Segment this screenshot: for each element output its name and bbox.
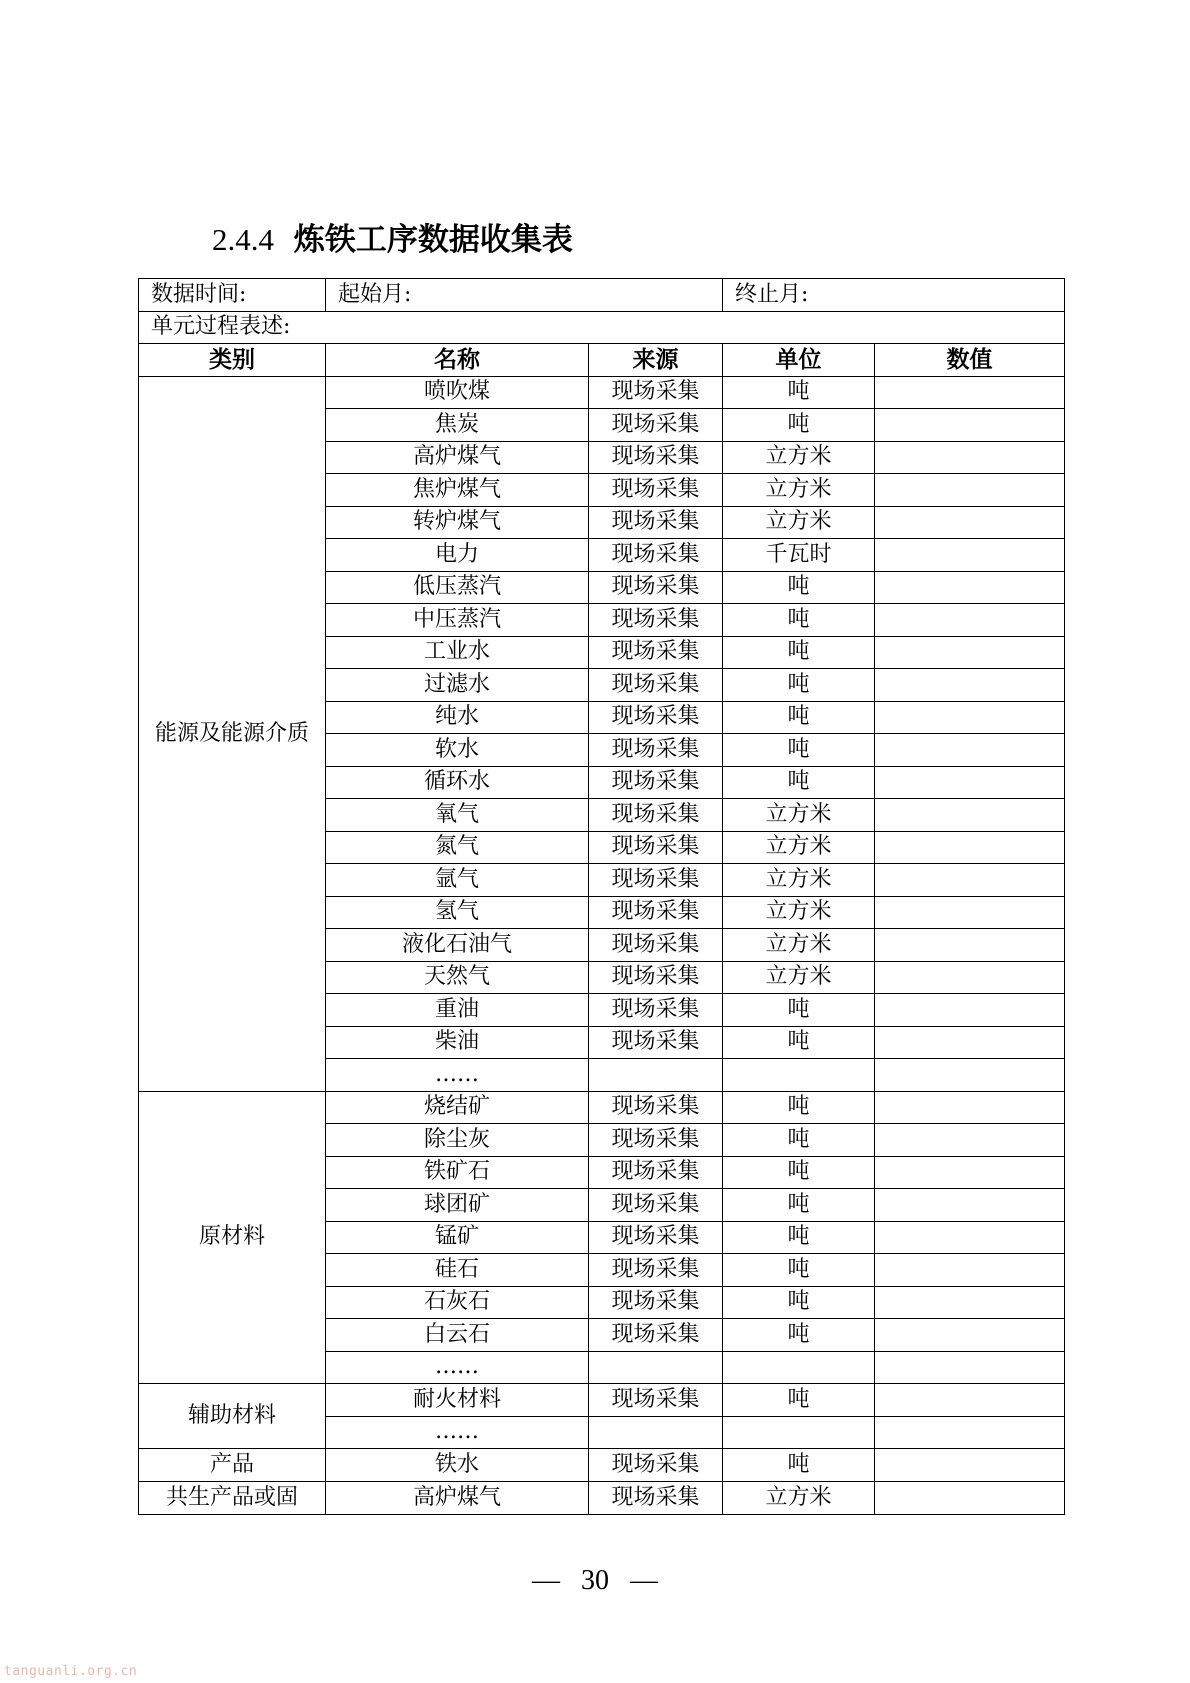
unit-cell — [723, 1351, 875, 1384]
source-cell: 现场采集 — [589, 1319, 723, 1352]
col-header-source: 来源 — [589, 344, 723, 377]
source-cell: 现场采集 — [589, 636, 723, 669]
unit-cell: 吨 — [723, 766, 875, 799]
unit-cell: 立方米 — [723, 474, 875, 507]
name-cell: 电力 — [326, 539, 589, 572]
value-cell[interactable] — [875, 929, 1065, 962]
unit-cell: 立方米 — [723, 506, 875, 539]
source-cell: 现场采集 — [589, 896, 723, 929]
value-cell[interactable] — [875, 1286, 1065, 1319]
value-cell[interactable] — [875, 1384, 1065, 1417]
unit-cell: 吨 — [723, 1286, 875, 1319]
name-cell: 耐火材料 — [326, 1384, 589, 1417]
col-header-value: 数值 — [875, 344, 1065, 377]
name-cell: 氢气 — [326, 896, 589, 929]
name-cell: 烧结矿 — [326, 1091, 589, 1124]
category-cell: 共生产品或固 — [139, 1482, 326, 1515]
source-cell: 现场采集 — [589, 766, 723, 799]
table-row — [139, 1091, 1065, 1124]
value-cell[interactable] — [875, 1189, 1065, 1222]
source-cell: 现场采集 — [589, 506, 723, 539]
unit-cell — [723, 1059, 875, 1092]
unit-cell: 吨 — [723, 571, 875, 604]
page-number: 30 — [581, 1565, 609, 1596]
section-title: 炼铁工序数据收集表 — [293, 222, 573, 258]
name-cell: 石灰石 — [326, 1286, 589, 1319]
source-cell: 现场采集 — [589, 409, 723, 442]
dash-left: — — [532, 1565, 560, 1596]
source-cell: 现场采集 — [589, 1091, 723, 1124]
watermark: tanguanli.org.cn — [4, 1664, 138, 1679]
unit-cell: 吨 — [723, 1124, 875, 1157]
data-time-label: 数据时间: — [139, 279, 326, 312]
name-cell: 球团矿 — [326, 1189, 589, 1222]
source-cell: 现场采集 — [589, 1384, 723, 1417]
value-cell[interactable] — [875, 766, 1065, 799]
unit-cell: 吨 — [723, 1319, 875, 1352]
value-cell[interactable] — [875, 1416, 1065, 1449]
source-cell: 现场采集 — [589, 1254, 723, 1287]
name-cell: 除尘灰 — [326, 1124, 589, 1157]
value-cell[interactable] — [875, 799, 1065, 832]
value-cell[interactable] — [875, 1449, 1065, 1482]
unit-cell: 立方米 — [723, 799, 875, 832]
name-cell: 液化石油气 — [326, 929, 589, 962]
value-cell[interactable] — [875, 636, 1065, 669]
source-cell: 现场采集 — [589, 961, 723, 994]
source-cell — [589, 1351, 723, 1384]
value-cell[interactable] — [875, 864, 1065, 897]
name-cell: 转炉煤气 — [326, 506, 589, 539]
unit-cell: 吨 — [723, 1221, 875, 1254]
page-footer — [0, 1565, 1190, 1597]
value-cell[interactable] — [875, 539, 1065, 572]
name-cell: 柴油 — [326, 1026, 589, 1059]
name-cell: 铁水 — [326, 1449, 589, 1482]
value-cell[interactable] — [875, 1221, 1065, 1254]
source-cell: 现场采集 — [589, 799, 723, 832]
value-cell[interactable] — [875, 1026, 1065, 1059]
data-collection-table — [138, 278, 1065, 1515]
source-cell — [589, 1059, 723, 1092]
category-cell: 辅助材料 — [139, 1384, 326, 1449]
section-number: 2.4.4 — [212, 222, 274, 257]
value-cell[interactable] — [875, 506, 1065, 539]
unit-cell — [723, 1416, 875, 1449]
name-cell: 工业水 — [326, 636, 589, 669]
source-cell — [589, 1416, 723, 1449]
source-cell: 现场采集 — [589, 571, 723, 604]
name-cell: …… — [326, 1059, 589, 1092]
unit-cell: 吨 — [723, 1091, 875, 1124]
col-header-unit: 单位 — [723, 344, 875, 377]
meta-row-time — [139, 279, 1065, 312]
name-cell: 重油 — [326, 994, 589, 1027]
value-cell[interactable] — [875, 831, 1065, 864]
value-cell[interactable] — [875, 1482, 1065, 1515]
value-cell[interactable] — [875, 409, 1065, 442]
source-cell: 现场采集 — [589, 701, 723, 734]
unit-cell: 吨 — [723, 669, 875, 702]
category-cell: 产品 — [139, 1449, 326, 1482]
name-cell: 硅石 — [326, 1254, 589, 1287]
source-cell: 现场采集 — [589, 474, 723, 507]
dash-right: — — [630, 1565, 658, 1596]
source-cell: 现场采集 — [589, 1482, 723, 1515]
name-cell: 焦炉煤气 — [326, 474, 589, 507]
unit-cell: 吨 — [723, 1026, 875, 1059]
name-cell: 中压蒸汽 — [326, 604, 589, 637]
table-row — [139, 1384, 1065, 1417]
table-row — [139, 1449, 1065, 1482]
name-cell: …… — [326, 1351, 589, 1384]
value-cell[interactable] — [875, 1351, 1065, 1384]
source-cell: 现场采集 — [589, 376, 723, 409]
name-cell: 纯水 — [326, 701, 589, 734]
category-cell: 能源及能源介质 — [139, 376, 326, 1091]
category-cell: 原材料 — [139, 1091, 326, 1384]
col-header-category: 类别 — [139, 344, 326, 377]
value-cell[interactable] — [875, 734, 1065, 767]
value-cell[interactable] — [875, 669, 1065, 702]
unit-cell: 吨 — [723, 604, 875, 637]
value-cell[interactable] — [875, 1319, 1065, 1352]
name-cell: 氮气 — [326, 831, 589, 864]
unit-cell: 吨 — [723, 701, 875, 734]
unit-cell: 立方米 — [723, 929, 875, 962]
source-cell: 现场采集 — [589, 929, 723, 962]
end-month-label: 终止月: — [723, 279, 1065, 312]
source-cell: 现场采集 — [589, 441, 723, 474]
value-cell[interactable] — [875, 1091, 1065, 1124]
name-cell: 高炉煤气 — [326, 1482, 589, 1515]
name-cell: 氩气 — [326, 864, 589, 897]
unit-cell: 立方米 — [723, 864, 875, 897]
source-cell: 现场采集 — [589, 1449, 723, 1482]
unit-cell: 吨 — [723, 1156, 875, 1189]
source-cell: 现场采集 — [589, 831, 723, 864]
unit-cell: 吨 — [723, 994, 875, 1027]
name-cell: 循环水 — [326, 766, 589, 799]
col-header-name: 名称 — [326, 344, 589, 377]
table-row — [139, 376, 1065, 409]
unit-cell: 吨 — [723, 636, 875, 669]
name-cell: 焦炭 — [326, 409, 589, 442]
source-cell: 现场采集 — [589, 1221, 723, 1254]
source-cell: 现场采集 — [589, 604, 723, 637]
value-cell[interactable] — [875, 994, 1065, 1027]
value-cell[interactable] — [875, 1254, 1065, 1287]
source-cell: 现场采集 — [589, 734, 723, 767]
start-month-label: 起始月: — [326, 279, 723, 312]
name-cell: 喷吹煤 — [326, 376, 589, 409]
unit-cell: 千瓦时 — [723, 539, 875, 572]
table-body — [139, 279, 1065, 1515]
source-cell: 现场采集 — [589, 539, 723, 572]
value-cell[interactable] — [875, 571, 1065, 604]
section-heading — [212, 214, 573, 259]
name-cell: 过滤水 — [326, 669, 589, 702]
value-cell[interactable] — [875, 604, 1065, 637]
unit-cell: 立方米 — [723, 441, 875, 474]
source-cell: 现场采集 — [589, 1124, 723, 1157]
value-cell[interactable] — [875, 376, 1065, 409]
value-cell[interactable] — [875, 474, 1065, 507]
unit-cell: 吨 — [723, 1254, 875, 1287]
source-cell: 现场采集 — [589, 669, 723, 702]
name-cell: 白云石 — [326, 1319, 589, 1352]
source-cell: 现场采集 — [589, 994, 723, 1027]
unit-cell: 吨 — [723, 1384, 875, 1417]
value-cell[interactable] — [875, 961, 1065, 994]
unit-cell: 吨 — [723, 1449, 875, 1482]
unit-cell: 吨 — [723, 376, 875, 409]
name-cell: 软水 — [326, 734, 589, 767]
name-cell: 铁矿石 — [326, 1156, 589, 1189]
unit-cell: 立方米 — [723, 831, 875, 864]
value-cell[interactable] — [875, 441, 1065, 474]
name-cell: 氧气 — [326, 799, 589, 832]
process-desc-label: 单元过程表述: — [139, 311, 1065, 344]
unit-cell: 立方米 — [723, 896, 875, 929]
table-row — [139, 1482, 1065, 1515]
source-cell: 现场采集 — [589, 1189, 723, 1222]
name-cell: 低压蒸汽 — [326, 571, 589, 604]
source-cell: 现场采集 — [589, 1286, 723, 1319]
value-cell[interactable] — [875, 1059, 1065, 1092]
value-cell[interactable] — [875, 701, 1065, 734]
value-cell[interactable] — [875, 1156, 1065, 1189]
meta-row-desc — [139, 311, 1065, 344]
name-cell: 高炉煤气 — [326, 441, 589, 474]
source-cell: 现场采集 — [589, 1156, 723, 1189]
unit-cell: 吨 — [723, 734, 875, 767]
value-cell[interactable] — [875, 896, 1065, 929]
unit-cell: 立方米 — [723, 1482, 875, 1515]
name-cell: …… — [326, 1416, 589, 1449]
source-cell: 现场采集 — [589, 864, 723, 897]
name-cell: 天然气 — [326, 961, 589, 994]
value-cell[interactable] — [875, 1124, 1065, 1157]
source-cell: 现场采集 — [589, 1026, 723, 1059]
unit-cell: 立方米 — [723, 961, 875, 994]
name-cell: 锰矿 — [326, 1221, 589, 1254]
header-row — [139, 344, 1065, 377]
unit-cell: 吨 — [723, 409, 875, 442]
unit-cell: 吨 — [723, 1189, 875, 1222]
